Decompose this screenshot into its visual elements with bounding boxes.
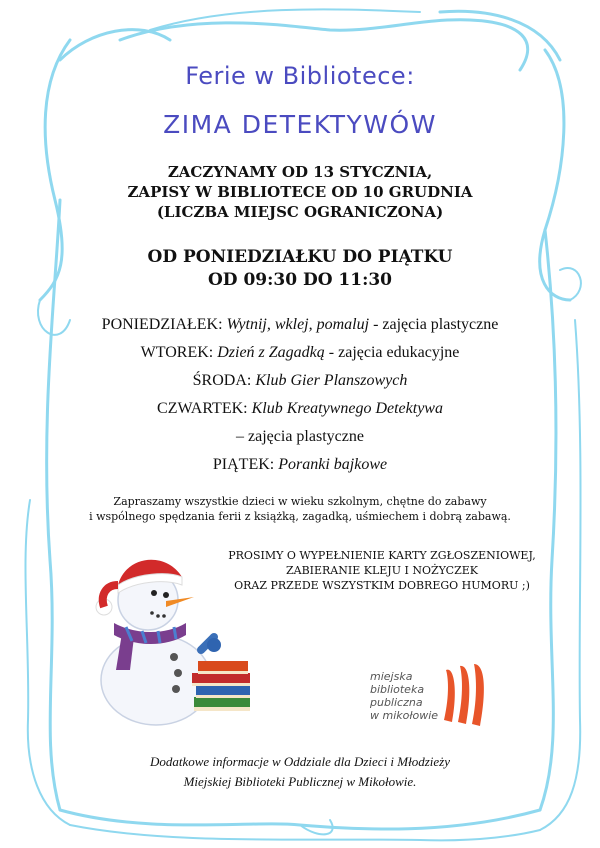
schedule-day: ŚRODA: <box>192 372 252 389</box>
invite-line-1: Zapraszamy wszystkie dzieci w wieku szkolnym, chętne do zabawy <box>113 495 487 508</box>
request-line-1: PROSIMY O WYPEŁNIENIE KARTY ZGŁOSZENIOWEJ, <box>228 549 536 562</box>
schedule-note: - zajęcia edukacyjne <box>324 344 460 361</box>
footer-line-2: Miejskiej Biblioteki Publicznej w Mikołowie. <box>183 774 417 789</box>
schedule-note: - zajęcia plastyczne <box>369 316 499 333</box>
schedule-day: PONIEDZIAŁEK: <box>101 316 223 333</box>
title-line-1: Ferie w Bibliotece: <box>185 62 415 90</box>
request-text <box>212 548 552 593</box>
schedule-monday <box>0 316 600 334</box>
logo-line-1: miejska <box>370 670 413 683</box>
schedule-activity: Dzień z Zagadką <box>217 344 325 361</box>
schedule-activity: Klub Kreatywnego Detektywa <box>251 400 443 417</box>
request-line-3: ORAZ PRZEDE WSZYSTKIM DOBREGO HUMORU ;) <box>234 579 530 592</box>
invitation-text <box>0 494 600 524</box>
request-line-2: ZABIERANIE KLEJU I NOŻYCZEK <box>285 564 478 577</box>
logo-line-2: biblioteka <box>370 683 425 696</box>
invite-line-2: i wspólnego spędzania ferii z książką, zagadką, uśmiechem i dobrą zabawą. <box>89 510 511 523</box>
schedule-activity: Wytnij, wklej, pomaluj <box>226 316 370 333</box>
library-logo-icon <box>440 660 500 730</box>
hours-line-1: OD PONIEDZIAŁKU DO PIĄTKU <box>147 247 453 267</box>
schedule-day: WTOREK: <box>140 344 214 361</box>
schedule-tuesday <box>0 344 600 362</box>
schedule-note: – zajęcia plastyczne <box>236 428 364 445</box>
snowman-illustration <box>86 555 261 730</box>
schedule-friday <box>0 456 600 474</box>
title-line-2: ZIMA DETEKTYWÓW <box>163 110 437 139</box>
schedule-wednesday <box>0 372 600 390</box>
schedule-day: CZWARTEK: <box>157 400 248 417</box>
schedule-activity: Klub Gier Planszowych <box>255 372 408 389</box>
footer-info <box>0 752 600 792</box>
logo-line-4: w mikołowie <box>370 709 439 722</box>
schedule-activity: Poranki bajkowe <box>278 456 388 473</box>
dates-line-3: (LICZBA MIEJSC OGRANICZONA) <box>156 203 444 221</box>
schedule-thursday-note <box>0 428 600 446</box>
dates-line-1: ZACZYNAMY OD 13 STYCZNIA, <box>167 163 433 181</box>
dates-info <box>0 162 600 222</box>
hours-info <box>0 246 600 292</box>
schedule-day: PIĄTEK: <box>212 456 275 473</box>
footer-line-1: Dodatkowe informacje w Oddziale dla Dzieci i Młodzieży <box>149 754 451 769</box>
hours-line-2: OD 09:30 DO 11:30 <box>207 270 393 290</box>
schedule-thursday <box>0 400 600 418</box>
logo-line-3: publiczna <box>370 696 423 709</box>
dates-line-2: ZAPISY W BIBLIOTECE OD 10 GRUDNIA <box>127 183 473 201</box>
